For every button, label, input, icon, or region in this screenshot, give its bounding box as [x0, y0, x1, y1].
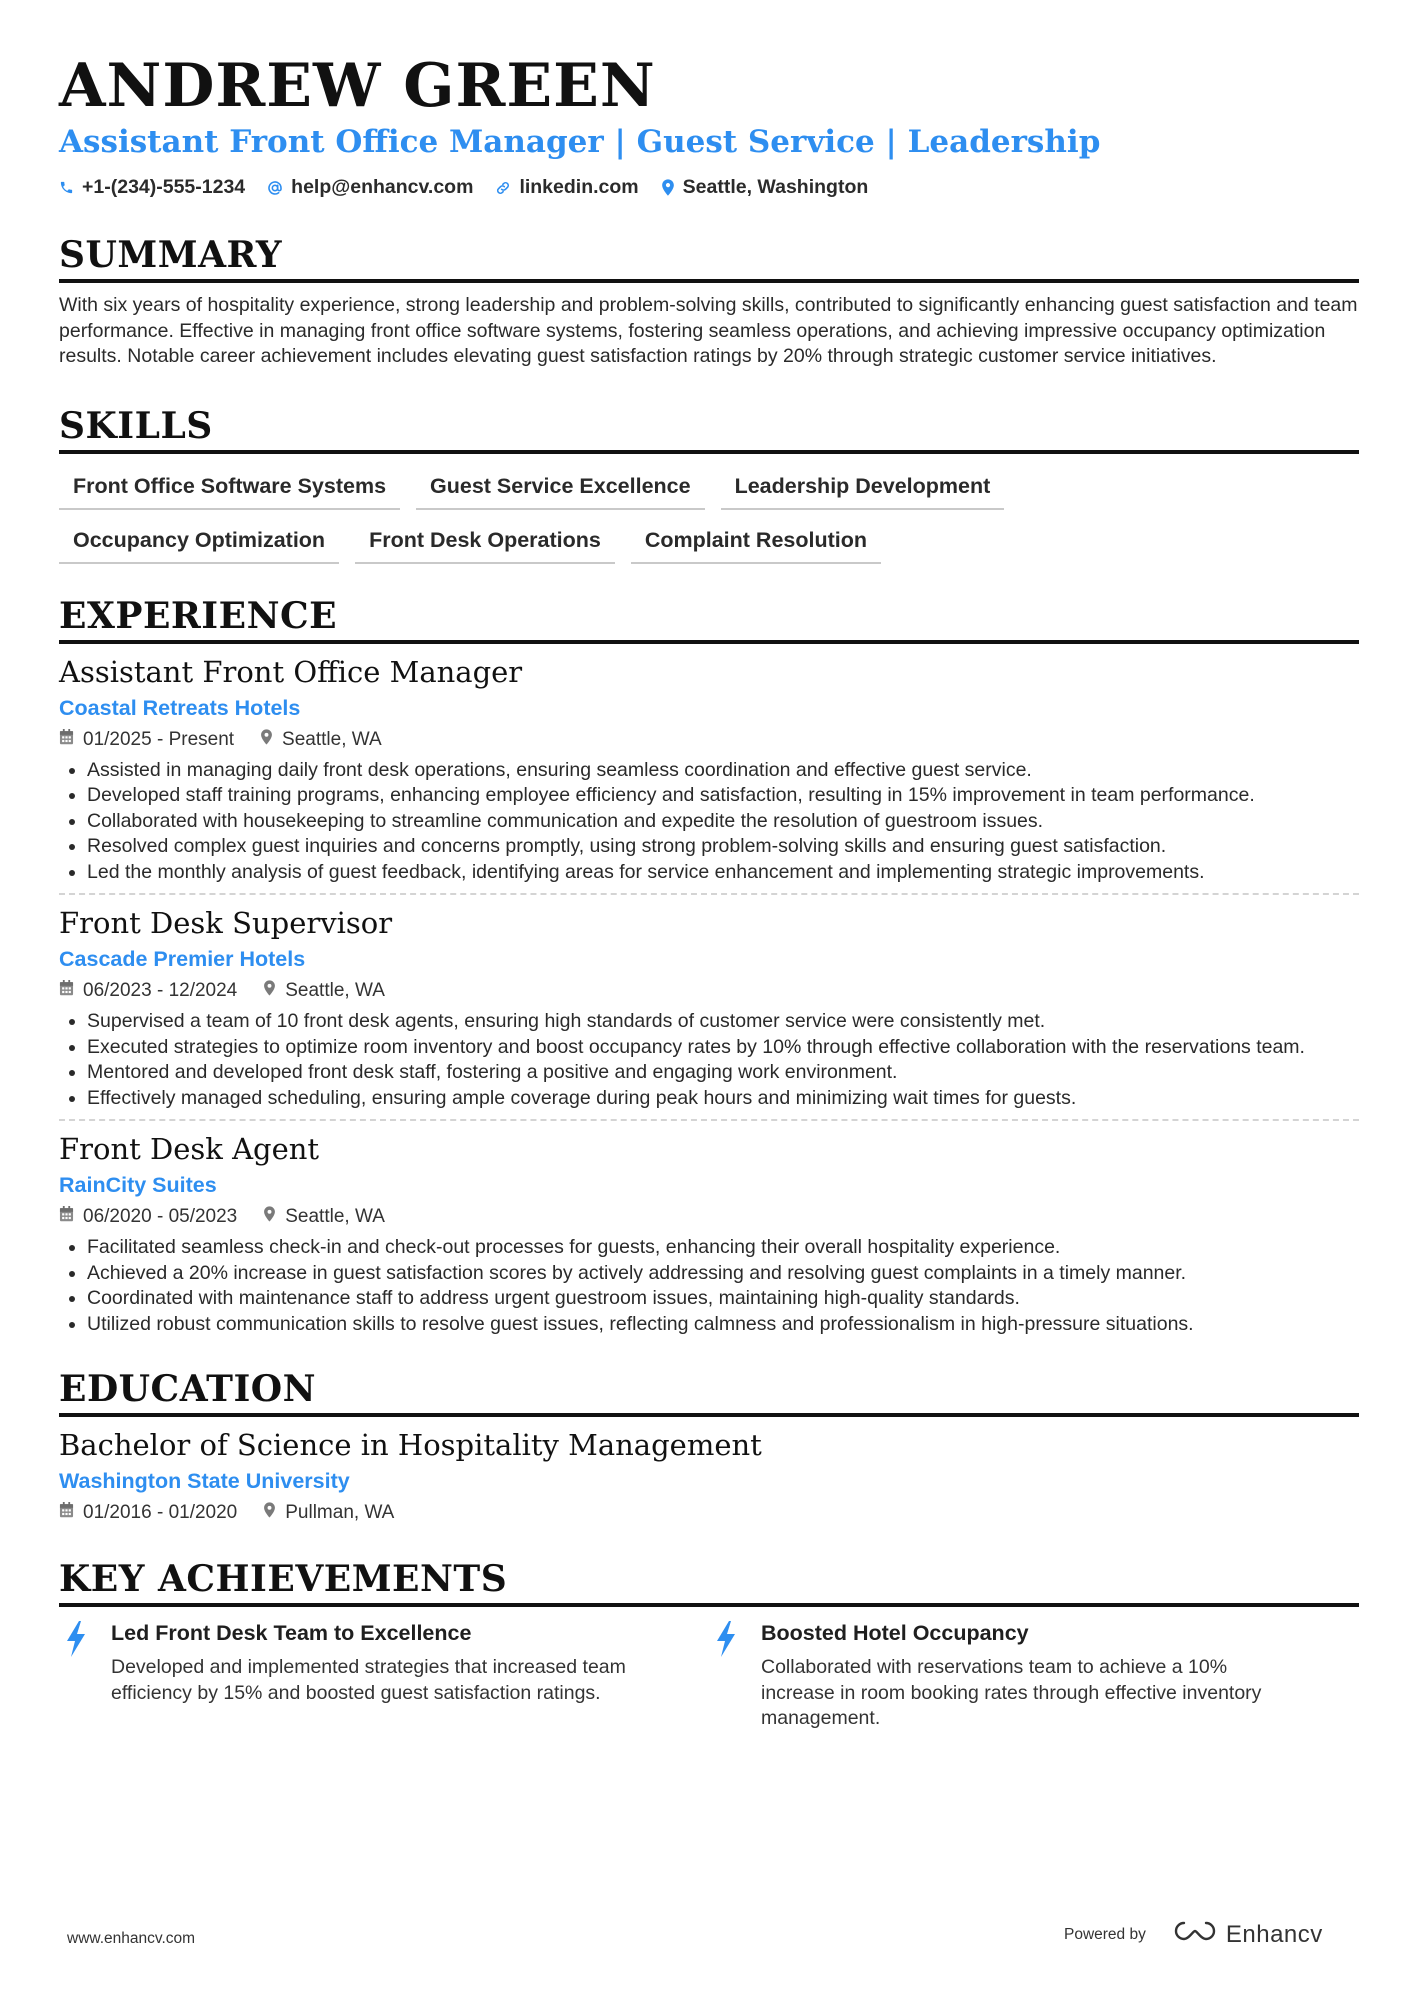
job-entry: [59, 905, 1359, 1111]
skills-list: [59, 470, 1359, 510]
lightning-icon: [709, 1619, 743, 1732]
job-bullet: • Mentored and developed front desk staff, fostering a positive and engaging work environment.: [87, 1060, 1359, 1086]
education-dates-text: 01/2016 - 01/2020: [83, 1502, 238, 1523]
job-dates: [59, 979, 237, 1003]
job-location: [263, 1205, 385, 1229]
contact-location: [661, 176, 869, 199]
lightning-icon: [59, 1619, 93, 1732]
contact-email[interactable]: [267, 176, 473, 199]
education-heading: EDUCATION: [59, 1367, 1359, 1417]
job-company: Coastal Retreats Hotels: [59, 695, 301, 720]
experience-section: [59, 594, 1359, 1338]
calendar-icon: [59, 1501, 74, 1525]
footer-branding[interactable]: [1064, 1920, 1323, 1949]
job-role: Front Desk Supervisor: [59, 906, 393, 940]
calendar-icon: [59, 1205, 74, 1229]
job-location-text: Seattle, WA: [285, 1206, 385, 1227]
summary-text: With six years of hospitality experience, strong leadership and problem-solving skills, contributed to significantly enhancing guest satisfaction and team performance. Effective in managing front office software systems, fostering seamless operations, and achieving impressive occupancy optimization results. Notable career achievement includes elevating guest satisfaction ratings by 20% through strategic customer service initiatives.: [59, 294, 1358, 367]
job-bullet: • Achieved a 20% increase in guest satisfaction scores by actively addressing and resolving guest complaints in a timely manner.: [87, 1261, 1359, 1287]
location-pin-icon: [661, 179, 675, 196]
job-bullet: • Developed staff training programs, enhancing employee efficiency and satisfaction, resulting in 15% improvement in team performance.: [87, 783, 1359, 809]
job-location: [260, 728, 382, 752]
job-bullet: • Effectively managed scheduling, ensuring ample coverage during peak hours and minimizing wait times for guests.: [87, 1086, 1359, 1112]
education-meta: [59, 1501, 1359, 1525]
linkedin-text: linkedin.com: [519, 176, 639, 198]
job-entry: [59, 1131, 1359, 1337]
skill-tag: Front Desk Operations: [355, 524, 615, 564]
link-icon: [495, 180, 511, 196]
education-dates: [59, 1501, 237, 1525]
skill-tag: Leadership Development: [721, 470, 1005, 510]
job-meta: [59, 728, 1359, 752]
headline: Assistant Front Office Manager | Guest Service | Leadership: [59, 124, 1101, 160]
skill-tag: Occupancy Optimization: [59, 524, 339, 564]
job-dates: [59, 728, 234, 752]
achievement-item: [59, 1619, 709, 1732]
job-bullet: • Facilitated seamless check-in and check-out processes for guests, enhancing their overall hospitality experience.: [87, 1235, 1359, 1261]
calendar-icon: [59, 728, 74, 752]
job-bullet: • Collaborated with housekeeping to streamline communication and expedite the resolution of guestroom issues.: [87, 809, 1359, 835]
contact-bar: [59, 176, 1359, 199]
job-bullet: • Supervised a team of 10 front desk agents, ensuring high standards of customer service were consistently met.: [87, 1009, 1359, 1035]
calendar-icon: [59, 979, 74, 1003]
enhancv-logo-icon: [1172, 1920, 1218, 1949]
skills-section: [59, 404, 1359, 564]
skills-heading: SKILLS: [59, 404, 1359, 454]
job-dates-text: 06/2023 - 12/2024: [83, 980, 238, 1001]
contact-phone[interactable]: [59, 176, 245, 199]
location-pin-icon: [263, 1501, 276, 1525]
achievement-title: Led Front Desk Team to Excellence: [111, 1621, 472, 1645]
at-icon: [267, 180, 283, 196]
resume-page: [59, 52, 1359, 1732]
location-pin-icon: [260, 728, 273, 752]
location-pin-icon: [263, 979, 276, 1003]
job-bullet: • Executed strategies to optimize room inventory and boost occupancy rates by 10% through effective collaboration with the reservations team.: [87, 1035, 1359, 1061]
job-bullets: [59, 1235, 1359, 1337]
job-dates-text: 01/2025 - Present: [83, 728, 235, 750]
experience-heading: EXPERIENCE: [59, 594, 1359, 644]
job-bullets: [59, 1009, 1359, 1111]
education-school: Washington State University: [59, 1469, 350, 1493]
job-divider: [59, 1119, 1359, 1121]
achievements-heading: KEY ACHIEVEMENTS: [59, 1557, 1359, 1607]
job-company: RainCity Suites: [59, 1173, 217, 1197]
email-text: help@enhancv.com: [291, 176, 474, 198]
job-role: Front Desk Agent: [59, 1132, 320, 1166]
job-company: Cascade Premier Hotels: [59, 947, 306, 971]
achievements-list: [59, 1619, 1359, 1732]
achievement-title: Boosted Hotel Occupancy: [761, 1621, 1029, 1645]
job-role: Assistant Front Office Manager: [59, 654, 523, 689]
job-bullet: • Resolved complex guest inquiries and concerns promptly, using strong problem-solving skills and ensuring guest satisfaction.: [87, 834, 1359, 860]
skill-tag: Front Office Software Systems: [59, 470, 400, 510]
skill-tag: Guest Service Excellence: [416, 470, 705, 510]
job-bullet: • Led the monthly analysis of guest feedback, identifying areas for service enhancement and implementing strategic improvements.: [87, 860, 1359, 886]
job-bullets: [59, 758, 1359, 886]
brand-name: Enhancv: [1225, 1920, 1323, 1948]
achievement-description: Collaborated with reservations team to achieve a 10% increase in room booking rates through effective inventory management.: [761, 1656, 1262, 1729]
contact-linkedin[interactable]: [495, 176, 638, 199]
education-entry: [59, 1427, 1359, 1525]
job-location-text: Seattle, WA: [285, 980, 385, 1001]
job-bullet: • Utilized robust communication skills to resolve guest issues, reflecting calmness and professionalism in high-pressure situations.: [87, 1312, 1359, 1338]
job-bullet: • Assisted in managing daily front desk operations, ensuring seamless coordination and effective guest service.: [87, 758, 1359, 784]
skill-tag: Complaint Resolution: [631, 524, 881, 564]
education-section: [59, 1367, 1359, 1525]
job-meta: [59, 1205, 1359, 1229]
job-bullet: • Coordinated with maintenance staff to address urgent guestroom issues, maintaining high-quality standards.: [87, 1286, 1359, 1312]
job-dates-text: 06/2020 - 05/2023: [83, 1206, 238, 1227]
job-dates: [59, 1205, 237, 1229]
location-text: Seattle, Washington: [682, 176, 869, 198]
summary-heading: SUMMARY: [59, 233, 1359, 283]
phone-text: +1-(234)-555-1234: [82, 176, 246, 198]
education-degree: Bachelor of Science in Hospitality Management: [59, 1428, 762, 1462]
phone-icon: [59, 180, 74, 195]
education-location: [263, 1501, 394, 1525]
skills-list-row-2: [59, 524, 1359, 564]
location-pin-icon: [263, 1205, 276, 1229]
achievements-section: [59, 1557, 1359, 1732]
achievement-item: [709, 1619, 1359, 1732]
powered-by-label: Powered by: [1064, 1925, 1146, 1943]
job-entry: [59, 654, 1359, 886]
job-location-text: Seattle, WA: [282, 728, 382, 750]
brand-logo: [1172, 1920, 1323, 1949]
candidate-name: ANDREW GREEN: [59, 51, 656, 121]
footer-website[interactable]: www.enhancv.com: [67, 1930, 196, 1947]
education-location-text: Pullman, WA: [285, 1502, 395, 1523]
job-divider: [59, 893, 1359, 895]
summary-section: [59, 233, 1359, 370]
job-location: [263, 979, 385, 1003]
achievement-description: Developed and implemented strategies that increased team efficiency by 15% and boosted guest satisfaction ratings.: [111, 1656, 626, 1704]
job-meta: [59, 979, 1359, 1003]
